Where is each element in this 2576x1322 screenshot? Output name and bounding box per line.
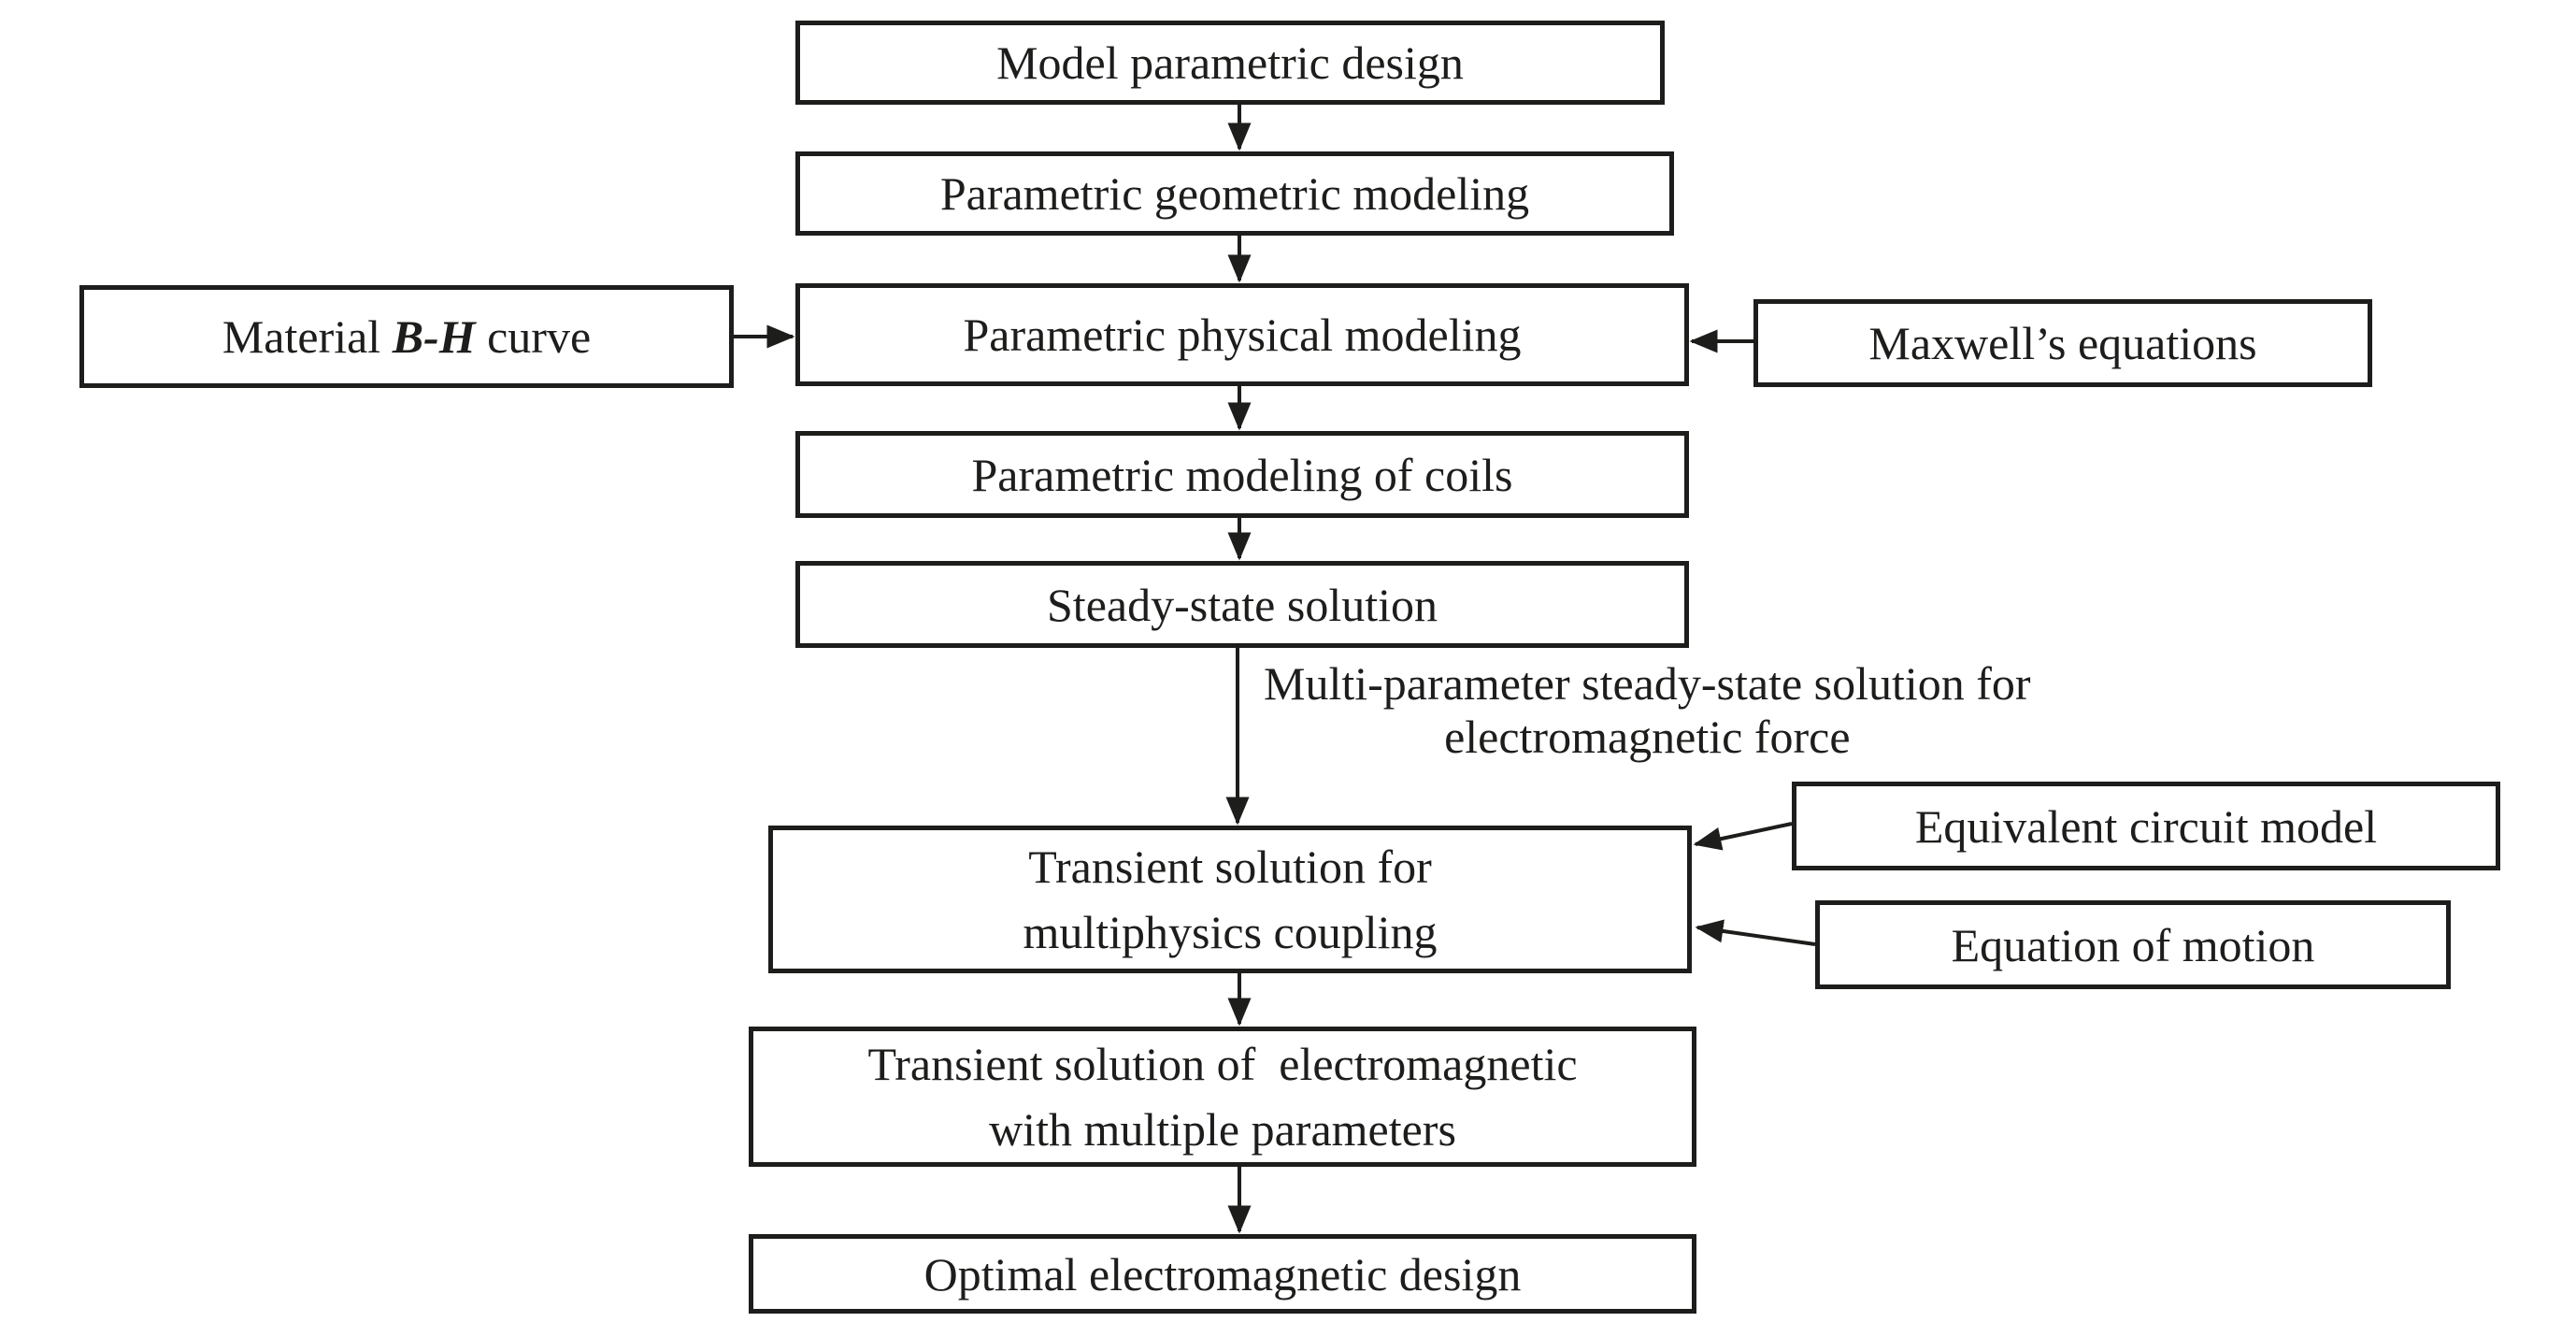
node-steady-state-solution: [795, 561, 1689, 648]
node-label-line: Transient solution of electromagnetic: [867, 1038, 1578, 1090]
node-maxwells-equations: [1753, 299, 2372, 387]
material-label-suffix: curve: [475, 310, 592, 363]
node-label: [222, 304, 591, 369]
node-label: Parametric geometric modeling: [939, 167, 1530, 220]
steady-state-arrow-label: [1264, 657, 2031, 764]
node-label: Parametric physical modeling: [963, 309, 1522, 361]
arrow-circuit-to-transient: [1696, 824, 1792, 844]
node-optimal-electromagnetic-design: [749, 1234, 1696, 1314]
node-equivalent-circuit-model: [1792, 782, 2500, 870]
arrow-motion-to-transient: [1697, 927, 1815, 944]
node-label: Model parametric design: [996, 36, 1464, 89]
node-label: Optimal electromagnetic design: [923, 1247, 1522, 1300]
annotation-line: Multi-parameter steady-state solution for: [1264, 657, 2031, 710]
node-material-bh-curve: [79, 285, 734, 388]
node-label-line: Transient solution for: [1028, 841, 1432, 893]
annotation-line: electromagnetic force: [1444, 711, 1851, 763]
node-label: Parametric modeling of coils: [971, 448, 1513, 501]
material-label-prefix: Material: [222, 310, 393, 363]
node-label-line: with multiple parameters: [989, 1103, 1456, 1156]
node-transient-solution-electromagnetic: [749, 1027, 1696, 1167]
node-model-parametric-design: [795, 21, 1665, 105]
node-equation-of-motion: [1815, 900, 2451, 989]
node-label: Equivalent circuit model: [1914, 799, 2378, 853]
node-label: Maxwell’s equations: [1868, 317, 2257, 369]
node-label: Equation of motion: [1951, 918, 2315, 971]
material-label-bh: B-H: [392, 310, 476, 363]
node-transient-solution-multiphysics: [768, 826, 1692, 973]
node-parametric-modeling-of-coils: [795, 431, 1689, 518]
node-label: Steady-state solution: [1047, 578, 1438, 631]
node-parametric-physical-modeling: [795, 283, 1689, 386]
node-label-line: multiphysics coupling: [1023, 906, 1438, 958]
node-parametric-geometric-modeling: [795, 151, 1674, 236]
